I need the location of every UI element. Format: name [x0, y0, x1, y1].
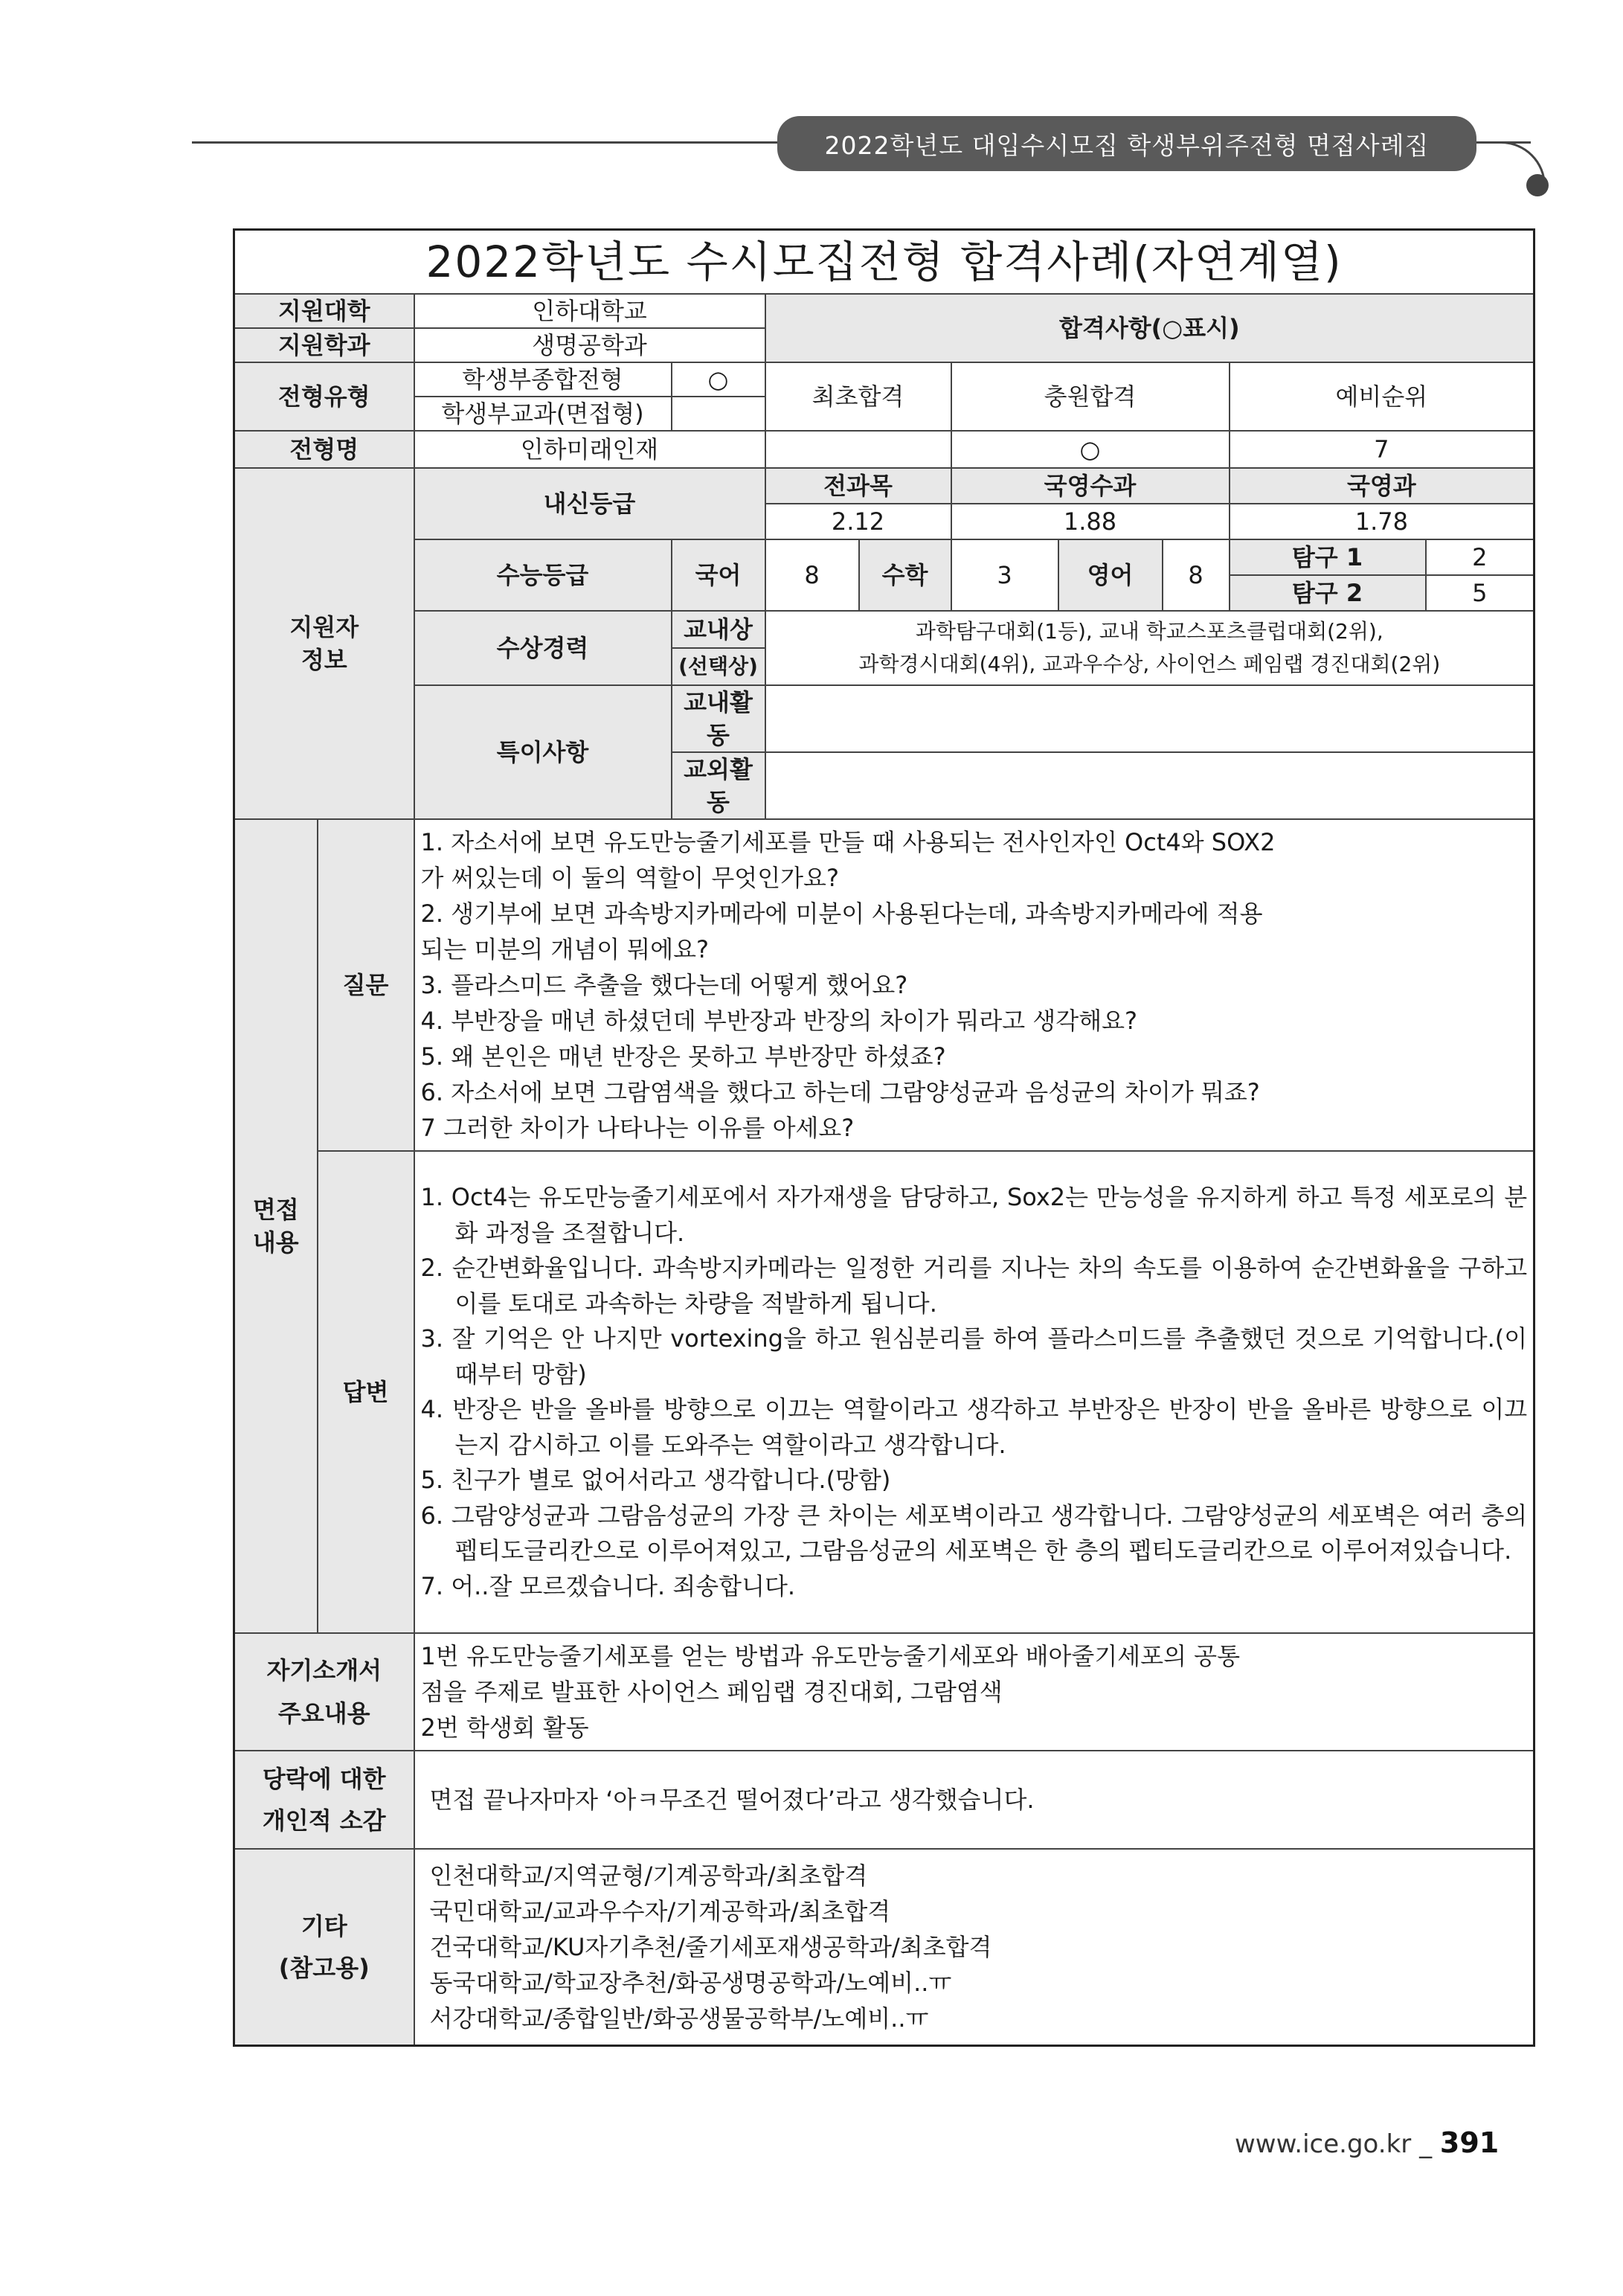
label-univ: 지원대학 — [234, 294, 414, 328]
label-inschool-award: 교내상 — [672, 611, 765, 648]
value-math: 3 — [951, 539, 1058, 611]
label-out-act: 교외활동 — [672, 752, 765, 819]
value-award — [765, 611, 1534, 685]
label-award: 수상경력 — [414, 611, 672, 685]
opinion-text: 면접 끝나자마자 ‘아ㅋ무조건 떨어졌다’라고 생각했습니다. — [414, 1751, 1534, 1849]
sop-line: 점을 주제로 발표한 사이언스 페임랩 경진대회, 그람염색 — [420, 1678, 1003, 1706]
value-added: ○ — [951, 431, 1230, 468]
header-reserve: 예비순위 — [1230, 362, 1534, 431]
case-table — [233, 228, 1535, 2047]
label-type: 전형유형 — [234, 362, 414, 431]
etc-line: 국민대학교/교과우수자/기계공학과/최초합격 — [429, 1896, 891, 1925]
value-reserve: 7 — [1230, 431, 1534, 468]
label-special: 특이사항 — [414, 685, 672, 819]
answer-item: 5. 친구가 별로 없어서라고 생각합니다.(망함) — [420, 1466, 891, 1494]
etc-list — [414, 1849, 1534, 2045]
label-result: 합격사항(○표시) — [765, 294, 1534, 362]
label-inq1: 탐구 1 — [1230, 539, 1426, 575]
label-inq2: 탐구 2 — [1230, 575, 1426, 611]
label-eng: 영어 — [1058, 539, 1163, 611]
answer-item: 7. 어..잘 모르겠습니다. 죄송합니다. — [420, 1571, 796, 1600]
header-gpa-kem-sci: 국영수과 — [951, 468, 1230, 504]
value-first — [765, 431, 951, 468]
question-line: 5. 왜 본인은 매년 반장은 못하고 부반장만 하셨죠? — [420, 1042, 946, 1071]
question-line: 되는 미분의 개념이 뭐에요? — [420, 935, 710, 963]
header-rule-dot — [1526, 174, 1549, 196]
value-in-act — [765, 685, 1534, 752]
etc-line: 서강대학교/종합일반/화공생물공학부/노예비..ㅠ — [429, 2004, 929, 2033]
value-type2: 학생부교과(면접형) — [414, 397, 672, 431]
label-interview: 면접 내용 — [234, 819, 318, 1633]
answer-item: 2. 순간변화율입니다. 과속방지카메라는 일정한 거리를 지나는 차의 속도를 이용하여 순간변화율을 구하고 이를 토대로 과속하는 차량을 적발하게 됩니다. — [420, 1254, 1528, 1318]
sop-content — [414, 1633, 1534, 1751]
header-first: 최초합격 — [765, 362, 951, 431]
label-dept: 지원학과 — [234, 328, 414, 362]
label-math: 수학 — [859, 539, 951, 611]
document-title: 2022학년도 수시모집전형 합격사례(자연계열) — [234, 230, 1534, 295]
question-list — [414, 819, 1534, 1151]
answer-item: 4. 반장은 반을 올바를 방향으로 이끄는 역할이라고 생각하고 부반장은 반장이 반을 올바른 방향으로 이끄는지 감시하고 이를 도와주는 역할이라고 생각합니다. — [420, 1395, 1528, 1459]
label-opinion: 당락에 대한 개인적 소감 — [234, 1751, 414, 1849]
header-added: 충원합격 — [951, 362, 1230, 431]
mark-type1: ○ — [672, 362, 765, 397]
label-csat: 수능등급 — [414, 539, 672, 611]
question-line: 가 써있는데 이 둘의 역할이 무엇인가요? — [420, 864, 839, 892]
label-answer: 답변 — [318, 1151, 414, 1633]
running-header: 2022학년도 대입수시모집 학생부위주전형 면접사례집 — [777, 116, 1476, 171]
sop-line: 1번 유도만능줄기세포를 얻는 방법과 유도만능줄기세포와 배아줄기세포의 공통 — [420, 1642, 1240, 1670]
footer-separator: _ — [1419, 2129, 1433, 2159]
label-selected-award: (선택상) — [672, 648, 765, 685]
value-inq1: 2 — [1426, 539, 1534, 575]
value-kor: 8 — [765, 539, 859, 611]
etc-line: 건국대학교/KU자기추천/줄기세포재생공학과/최초합격 — [429, 1932, 992, 1961]
label-kor: 국어 — [672, 539, 765, 611]
value-gpa-kes: 1.78 — [1230, 504, 1534, 539]
page-footer — [1235, 2126, 1499, 2159]
etc-line: 동국대학교/학교장추천/화공생명공학과/노예비..ㅠ — [429, 1968, 952, 1997]
question-line: 4. 부반장을 매년 하셨던데 부반장과 반장의 차이가 뭐라고 생각해요? — [420, 1007, 1138, 1035]
footer-site: www.ice.go.kr — [1235, 2129, 1412, 2159]
label-in-act: 교내활동 — [672, 685, 765, 752]
answer-item: 3. 잘 기억은 안 나지만 vortexing을 하고 원심분리를 하여 플라스미드를 추출했던 것으로 기억합니다.(이때부터 망함) — [420, 1324, 1528, 1388]
header-gpa-kes: 국영과 — [1230, 468, 1534, 504]
answer-item: 6. 그람양성균과 그람음성균의 가장 큰 차이는 세포벽이라고 생각합니다. 그람양성균의 세포벽은 여러 층의 펩티도글리칸으로 이루어져있고, 그람음성균의 세포벽은 한 층의 펩티도글리칸으로 이루어져있습니다. — [420, 1501, 1528, 1565]
value-inq2: 5 — [1426, 575, 1534, 611]
sop-line: 2번 학생회 활동 — [420, 1713, 589, 1742]
page-number: 391 — [1439, 2126, 1500, 2159]
question-line: 7 그러한 차이가 나타나는 이유를 아세요? — [420, 1114, 855, 1142]
question-line: 6. 자소서에 보면 그람염색을 했다고 하는데 그람양성균과 음성균의 차이가 뭐죠? — [420, 1078, 1260, 1106]
value-eng: 8 — [1163, 539, 1230, 611]
value-gpa-all: 2.12 — [765, 504, 951, 539]
award-line-1: 과학탐구대회(1등), 교내 학교스포츠클럽대회(2위), — [915, 619, 1383, 644]
label-question: 질문 — [318, 819, 414, 1151]
question-line: 2. 생기부에 보면 과속방지카메라에 미분이 사용된다는데, 과속방지카메라에 적용 — [420, 900, 1263, 928]
etc-line: 인천대학교/지역균형/기계공학과/최초합격 — [429, 1861, 868, 1890]
value-univ: 인하대학교 — [414, 294, 765, 328]
value-gpa-kem-sci: 1.88 — [951, 504, 1230, 539]
question-line: 1. 자소서에 보면 유도만능줄기세포를 만들 때 사용되는 전사인자인 Oct4와 SOX2 — [420, 828, 1276, 856]
question-line: 3. 플라스미드 추출을 했다는데 어떻게 했어요? — [420, 971, 908, 999]
header-gpa-all: 전과목 — [765, 468, 951, 504]
label-name: 전형명 — [234, 431, 414, 468]
mark-type2 — [672, 397, 765, 431]
answer-list — [414, 1151, 1534, 1633]
value-type1: 학생부종합전형 — [414, 362, 672, 397]
value-name: 인하미래인재 — [414, 431, 765, 468]
label-etc: 기타 (참고용) — [234, 1849, 414, 2045]
label-gpa: 내신등급 — [414, 468, 765, 539]
label-applicant: 지원자 정보 — [234, 468, 414, 819]
value-dept: 생명공학과 — [414, 328, 765, 362]
label-sop: 자기소개서 주요내용 — [234, 1633, 414, 1751]
award-line-2: 과학경시대회(4위), 교과우수상, 사이언스 페임랩 경진대회(2위) — [858, 652, 1441, 676]
answer-item: 1. Oct4는 유도만능줄기세포에서 자가재생을 담당하고, Sox2는 만능성을 유지하게 하고 특정 세포로의 분화 과정을 조절합니다. — [420, 1183, 1528, 1247]
value-out-act — [765, 752, 1534, 819]
